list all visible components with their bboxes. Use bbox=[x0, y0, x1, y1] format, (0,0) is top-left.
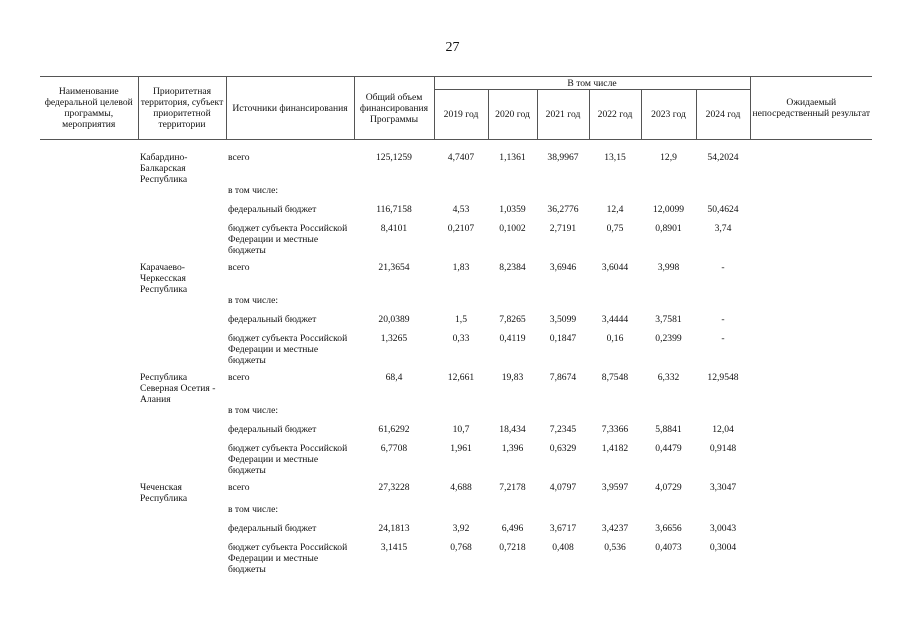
table-row bbox=[40, 262, 872, 295]
territory-cell: Кабардино-Балкарская Республика bbox=[140, 152, 188, 185]
total-cell: 27,3228 bbox=[378, 482, 410, 493]
year-value-cell: 12,4 bbox=[606, 204, 624, 215]
total-cell bbox=[354, 295, 434, 314]
year-value-cell bbox=[434, 504, 488, 523]
territory-cell bbox=[138, 314, 226, 333]
year-value-cell: 8,7548 bbox=[601, 372, 629, 383]
year-value-cell: 12,661 bbox=[447, 372, 475, 383]
year-value-cell bbox=[537, 405, 589, 424]
result-cell bbox=[750, 372, 872, 405]
program-cell bbox=[40, 372, 138, 405]
year-value-cell: 0,33 bbox=[452, 333, 470, 344]
program-cell bbox=[40, 185, 138, 204]
program-cell bbox=[40, 482, 138, 504]
total-cell: 1,3265 bbox=[380, 333, 408, 344]
year-value-cell: 3,3047 bbox=[709, 482, 737, 493]
year-value-cell: 0,768 bbox=[450, 542, 472, 553]
year-value-cell: - bbox=[721, 314, 725, 325]
total-cell: 61,6292 bbox=[378, 424, 410, 435]
year-value-cell bbox=[696, 295, 750, 314]
total-cell: 3,1415 bbox=[380, 542, 408, 553]
source-cell: федеральный бюджет bbox=[228, 204, 317, 215]
year-value-cell: 12,04 bbox=[712, 424, 734, 435]
year-value-cell: 3,6946 bbox=[549, 262, 577, 273]
year-value-cell: 7,8674 bbox=[549, 372, 577, 383]
year-value-cell bbox=[641, 185, 696, 204]
territory-cell bbox=[138, 504, 226, 523]
result-cell bbox=[750, 542, 872, 581]
result-cell bbox=[750, 443, 872, 482]
year-value-cell bbox=[434, 185, 488, 204]
year-value-cell: 12,9 bbox=[660, 152, 677, 163]
header-including: В том числе bbox=[434, 77, 750, 90]
source-cell: всего bbox=[228, 372, 250, 383]
program-cell bbox=[40, 523, 138, 542]
table-row bbox=[40, 504, 872, 523]
year-value-cell: 38,9967 bbox=[547, 152, 579, 163]
source-cell: всего bbox=[228, 152, 250, 163]
source-cell: федеральный бюджет bbox=[228, 424, 317, 435]
source-cell: бюджет субъекта Российской Федерации и местные бюджеты bbox=[228, 542, 348, 575]
source-cell: бюджет субъекта Российской Федерации и местные бюджеты bbox=[228, 443, 348, 476]
header-year: 2019 год bbox=[434, 90, 488, 140]
header-territory: Приоритетная территория, субъект приоритетной территории bbox=[138, 77, 226, 140]
result-cell bbox=[750, 262, 872, 295]
year-value-cell: 7,2345 bbox=[549, 424, 577, 435]
year-value-cell: - bbox=[721, 333, 725, 344]
table-row bbox=[40, 372, 872, 405]
year-value-cell: 0,8901 bbox=[655, 223, 682, 234]
header-year: 2024 год bbox=[696, 90, 750, 140]
year-value-cell: 3,998 bbox=[657, 262, 680, 273]
result-cell bbox=[750, 504, 872, 523]
year-value-cell: 0,4479 bbox=[655, 443, 682, 454]
source-cell: бюджет субъекта Российской Федерации и местные бюджеты bbox=[228, 333, 348, 366]
year-value-cell: 0,408 bbox=[552, 542, 574, 553]
table-row bbox=[40, 204, 872, 223]
year-value-cell bbox=[488, 185, 537, 204]
year-value-cell: 1,0359 bbox=[499, 204, 526, 215]
program-cell bbox=[40, 333, 138, 372]
year-value-cell bbox=[537, 295, 589, 314]
table-row bbox=[40, 295, 872, 314]
program-cell bbox=[40, 504, 138, 523]
program-cell bbox=[40, 314, 138, 333]
year-value-cell: 4,0729 bbox=[655, 482, 682, 493]
table-row bbox=[40, 523, 872, 542]
territory-cell bbox=[138, 424, 226, 443]
year-value-cell: 0,7218 bbox=[499, 542, 526, 553]
year-value-cell: 0,75 bbox=[606, 223, 624, 234]
source-cell: всего bbox=[228, 262, 250, 273]
year-value-cell: 3,0043 bbox=[709, 523, 737, 534]
header-year: 2021 год bbox=[537, 90, 589, 140]
year-value-cell: 1,961 bbox=[450, 443, 472, 454]
year-value-cell: 0,16 bbox=[606, 333, 624, 344]
year-value-cell: 0,6329 bbox=[549, 443, 577, 454]
year-value-cell: 0,2107 bbox=[447, 223, 475, 234]
year-value-cell: 0,3004 bbox=[709, 542, 737, 553]
year-value-cell: 4,0797 bbox=[549, 482, 577, 493]
table-row bbox=[40, 223, 872, 262]
territory-cell: Республика Северная Осетия - Алания bbox=[140, 372, 216, 405]
table-header bbox=[40, 77, 872, 140]
total-cell: 116,7158 bbox=[376, 204, 412, 215]
header-year: 2023 год bbox=[641, 90, 696, 140]
program-cell bbox=[40, 405, 138, 424]
year-value-cell: 7,8265 bbox=[499, 314, 526, 325]
header-sources: Источники финансирования bbox=[226, 77, 354, 140]
header-result: Ожидаемый непосредственный результат bbox=[750, 77, 872, 140]
result-cell bbox=[750, 424, 872, 443]
program-cell bbox=[40, 140, 138, 186]
year-value-cell: 0,536 bbox=[604, 542, 626, 553]
territory-cell bbox=[138, 185, 226, 204]
year-value-cell bbox=[537, 185, 589, 204]
result-cell bbox=[750, 314, 872, 333]
table-row bbox=[40, 482, 872, 504]
result-cell bbox=[750, 523, 872, 542]
table-row bbox=[40, 333, 872, 372]
year-value-cell: 3,92 bbox=[452, 523, 470, 534]
total-cell: 20,0389 bbox=[378, 314, 410, 325]
result-cell bbox=[750, 204, 872, 223]
year-value-cell: 4,7407 bbox=[447, 152, 475, 163]
year-value-cell: 3,6656 bbox=[655, 523, 682, 534]
year-value-cell bbox=[696, 185, 750, 204]
year-value-cell bbox=[641, 405, 696, 424]
header-program: Наименование федеральной целевой программы, мероприятия bbox=[40, 77, 138, 140]
table-row bbox=[40, 185, 872, 204]
year-value-cell: 54,2024 bbox=[707, 152, 739, 163]
year-value-cell bbox=[589, 504, 641, 523]
year-value-cell: 10,7 bbox=[452, 424, 470, 435]
year-value-cell: 3,9597 bbox=[601, 482, 629, 493]
source-cell: в том числе: bbox=[228, 295, 279, 306]
year-value-cell: 19,83 bbox=[501, 372, 524, 383]
year-value-cell: 7,3366 bbox=[601, 424, 629, 435]
year-value-cell: 1,1361 bbox=[499, 152, 526, 163]
total-cell: 21,3654 bbox=[378, 262, 410, 273]
territory-cell bbox=[138, 405, 226, 424]
table-row bbox=[40, 542, 872, 581]
territory-cell bbox=[138, 295, 226, 314]
territory-cell bbox=[138, 204, 226, 223]
year-value-cell: 3,7581 bbox=[655, 314, 682, 325]
year-value-cell bbox=[537, 504, 589, 523]
table-row bbox=[40, 140, 872, 186]
year-value-cell bbox=[696, 504, 750, 523]
year-value-cell bbox=[589, 185, 641, 204]
total-cell bbox=[354, 504, 434, 523]
year-value-cell: 13,15 bbox=[604, 152, 626, 163]
header-year: 2020 год bbox=[488, 90, 537, 140]
year-value-cell: 0,2399 bbox=[655, 333, 682, 344]
header-total: Общий объем финансирования Программы bbox=[354, 77, 434, 140]
year-value-cell: 1,396 bbox=[501, 443, 524, 454]
total-cell: 125,1259 bbox=[376, 152, 412, 163]
year-value-cell bbox=[488, 504, 537, 523]
program-cell bbox=[40, 443, 138, 482]
year-value-cell: 2,7191 bbox=[549, 223, 577, 234]
year-value-cell: 4,53 bbox=[452, 204, 470, 215]
year-value-cell bbox=[696, 405, 750, 424]
territory-cell bbox=[138, 523, 226, 542]
result-cell bbox=[750, 185, 872, 204]
total-cell bbox=[354, 405, 434, 424]
year-value-cell: 1,83 bbox=[452, 262, 470, 273]
year-value-cell: 3,4444 bbox=[601, 314, 629, 325]
year-value-cell: 5,8841 bbox=[655, 424, 682, 435]
table-row bbox=[40, 424, 872, 443]
result-cell bbox=[750, 295, 872, 314]
source-cell: федеральный бюджет bbox=[228, 523, 317, 534]
result-cell bbox=[750, 405, 872, 424]
program-cell bbox=[40, 295, 138, 314]
year-value-cell bbox=[488, 405, 537, 424]
source-cell: бюджет субъекта Российской Федерации и местные бюджеты bbox=[228, 223, 348, 256]
year-value-cell: 50,4624 bbox=[707, 204, 739, 215]
year-value-cell: 7,2178 bbox=[499, 482, 526, 493]
year-value-cell: 3,4237 bbox=[601, 523, 629, 534]
result-cell bbox=[750, 140, 872, 186]
territory-cell bbox=[138, 443, 226, 482]
source-cell: федеральный бюджет bbox=[228, 314, 317, 325]
year-value-cell: 3,6717 bbox=[549, 523, 577, 534]
year-value-cell: 36,2776 bbox=[547, 204, 579, 215]
table-body bbox=[40, 140, 872, 582]
year-value-cell: 6,496 bbox=[501, 523, 524, 534]
territory-cell: Чеченская Республика bbox=[140, 482, 188, 504]
program-cell bbox=[40, 542, 138, 581]
year-value-cell bbox=[589, 295, 641, 314]
program-cell bbox=[40, 204, 138, 223]
total-cell: 6,7708 bbox=[380, 443, 408, 454]
result-cell bbox=[750, 333, 872, 372]
year-value-cell: 18,434 bbox=[499, 424, 526, 435]
total-cell: 8,4101 bbox=[380, 223, 408, 234]
year-value-cell bbox=[641, 504, 696, 523]
table-row bbox=[40, 443, 872, 482]
year-value-cell bbox=[641, 295, 696, 314]
total-cell: 68,4 bbox=[385, 372, 403, 383]
year-value-cell: 3,5099 bbox=[549, 314, 577, 325]
year-value-cell: 8,2384 bbox=[499, 262, 526, 273]
territory-cell bbox=[138, 333, 226, 372]
header-year: 2022 год bbox=[589, 90, 641, 140]
table-row bbox=[40, 314, 872, 333]
year-value-cell: 1,5 bbox=[455, 314, 467, 325]
year-value-cell bbox=[488, 295, 537, 314]
program-cell bbox=[40, 262, 138, 295]
year-value-cell: 3,74 bbox=[714, 223, 732, 234]
year-value-cell bbox=[434, 295, 488, 314]
table-row bbox=[40, 405, 872, 424]
result-cell bbox=[750, 223, 872, 262]
year-value-cell: 0,9148 bbox=[709, 443, 737, 454]
source-cell: в том числе: bbox=[228, 185, 279, 196]
page-number: 27 bbox=[445, 40, 460, 55]
total-cell: 24,1813 bbox=[378, 523, 410, 534]
program-cell bbox=[40, 424, 138, 443]
year-value-cell: 0,1002 bbox=[499, 223, 526, 234]
year-value-cell: 0,1847 bbox=[549, 333, 577, 344]
source-cell: всего bbox=[228, 482, 250, 493]
year-value-cell bbox=[434, 405, 488, 424]
year-value-cell: 3,6044 bbox=[601, 262, 629, 273]
total-cell bbox=[354, 185, 434, 204]
year-value-cell: 4,688 bbox=[450, 482, 472, 493]
territory-cell bbox=[138, 223, 226, 262]
year-value-cell: 6,332 bbox=[657, 372, 680, 383]
year-value-cell: 0,4119 bbox=[499, 333, 526, 344]
year-value-cell: 0,4073 bbox=[655, 542, 682, 553]
year-value-cell: 1,4182 bbox=[601, 443, 629, 454]
year-value-cell: 12,9548 bbox=[707, 372, 739, 383]
source-cell: в том числе: bbox=[228, 504, 279, 515]
financing-table bbox=[40, 76, 872, 581]
year-value-cell: 12,0099 bbox=[652, 204, 685, 215]
territory-cell bbox=[138, 542, 226, 581]
result-cell bbox=[750, 482, 872, 504]
year-value-cell bbox=[589, 405, 641, 424]
year-value-cell: - bbox=[721, 262, 725, 273]
source-cell: в том числе: bbox=[228, 405, 279, 416]
territory-cell: Карачаево-Черкесская Республика bbox=[140, 262, 188, 295]
program-cell bbox=[40, 223, 138, 262]
